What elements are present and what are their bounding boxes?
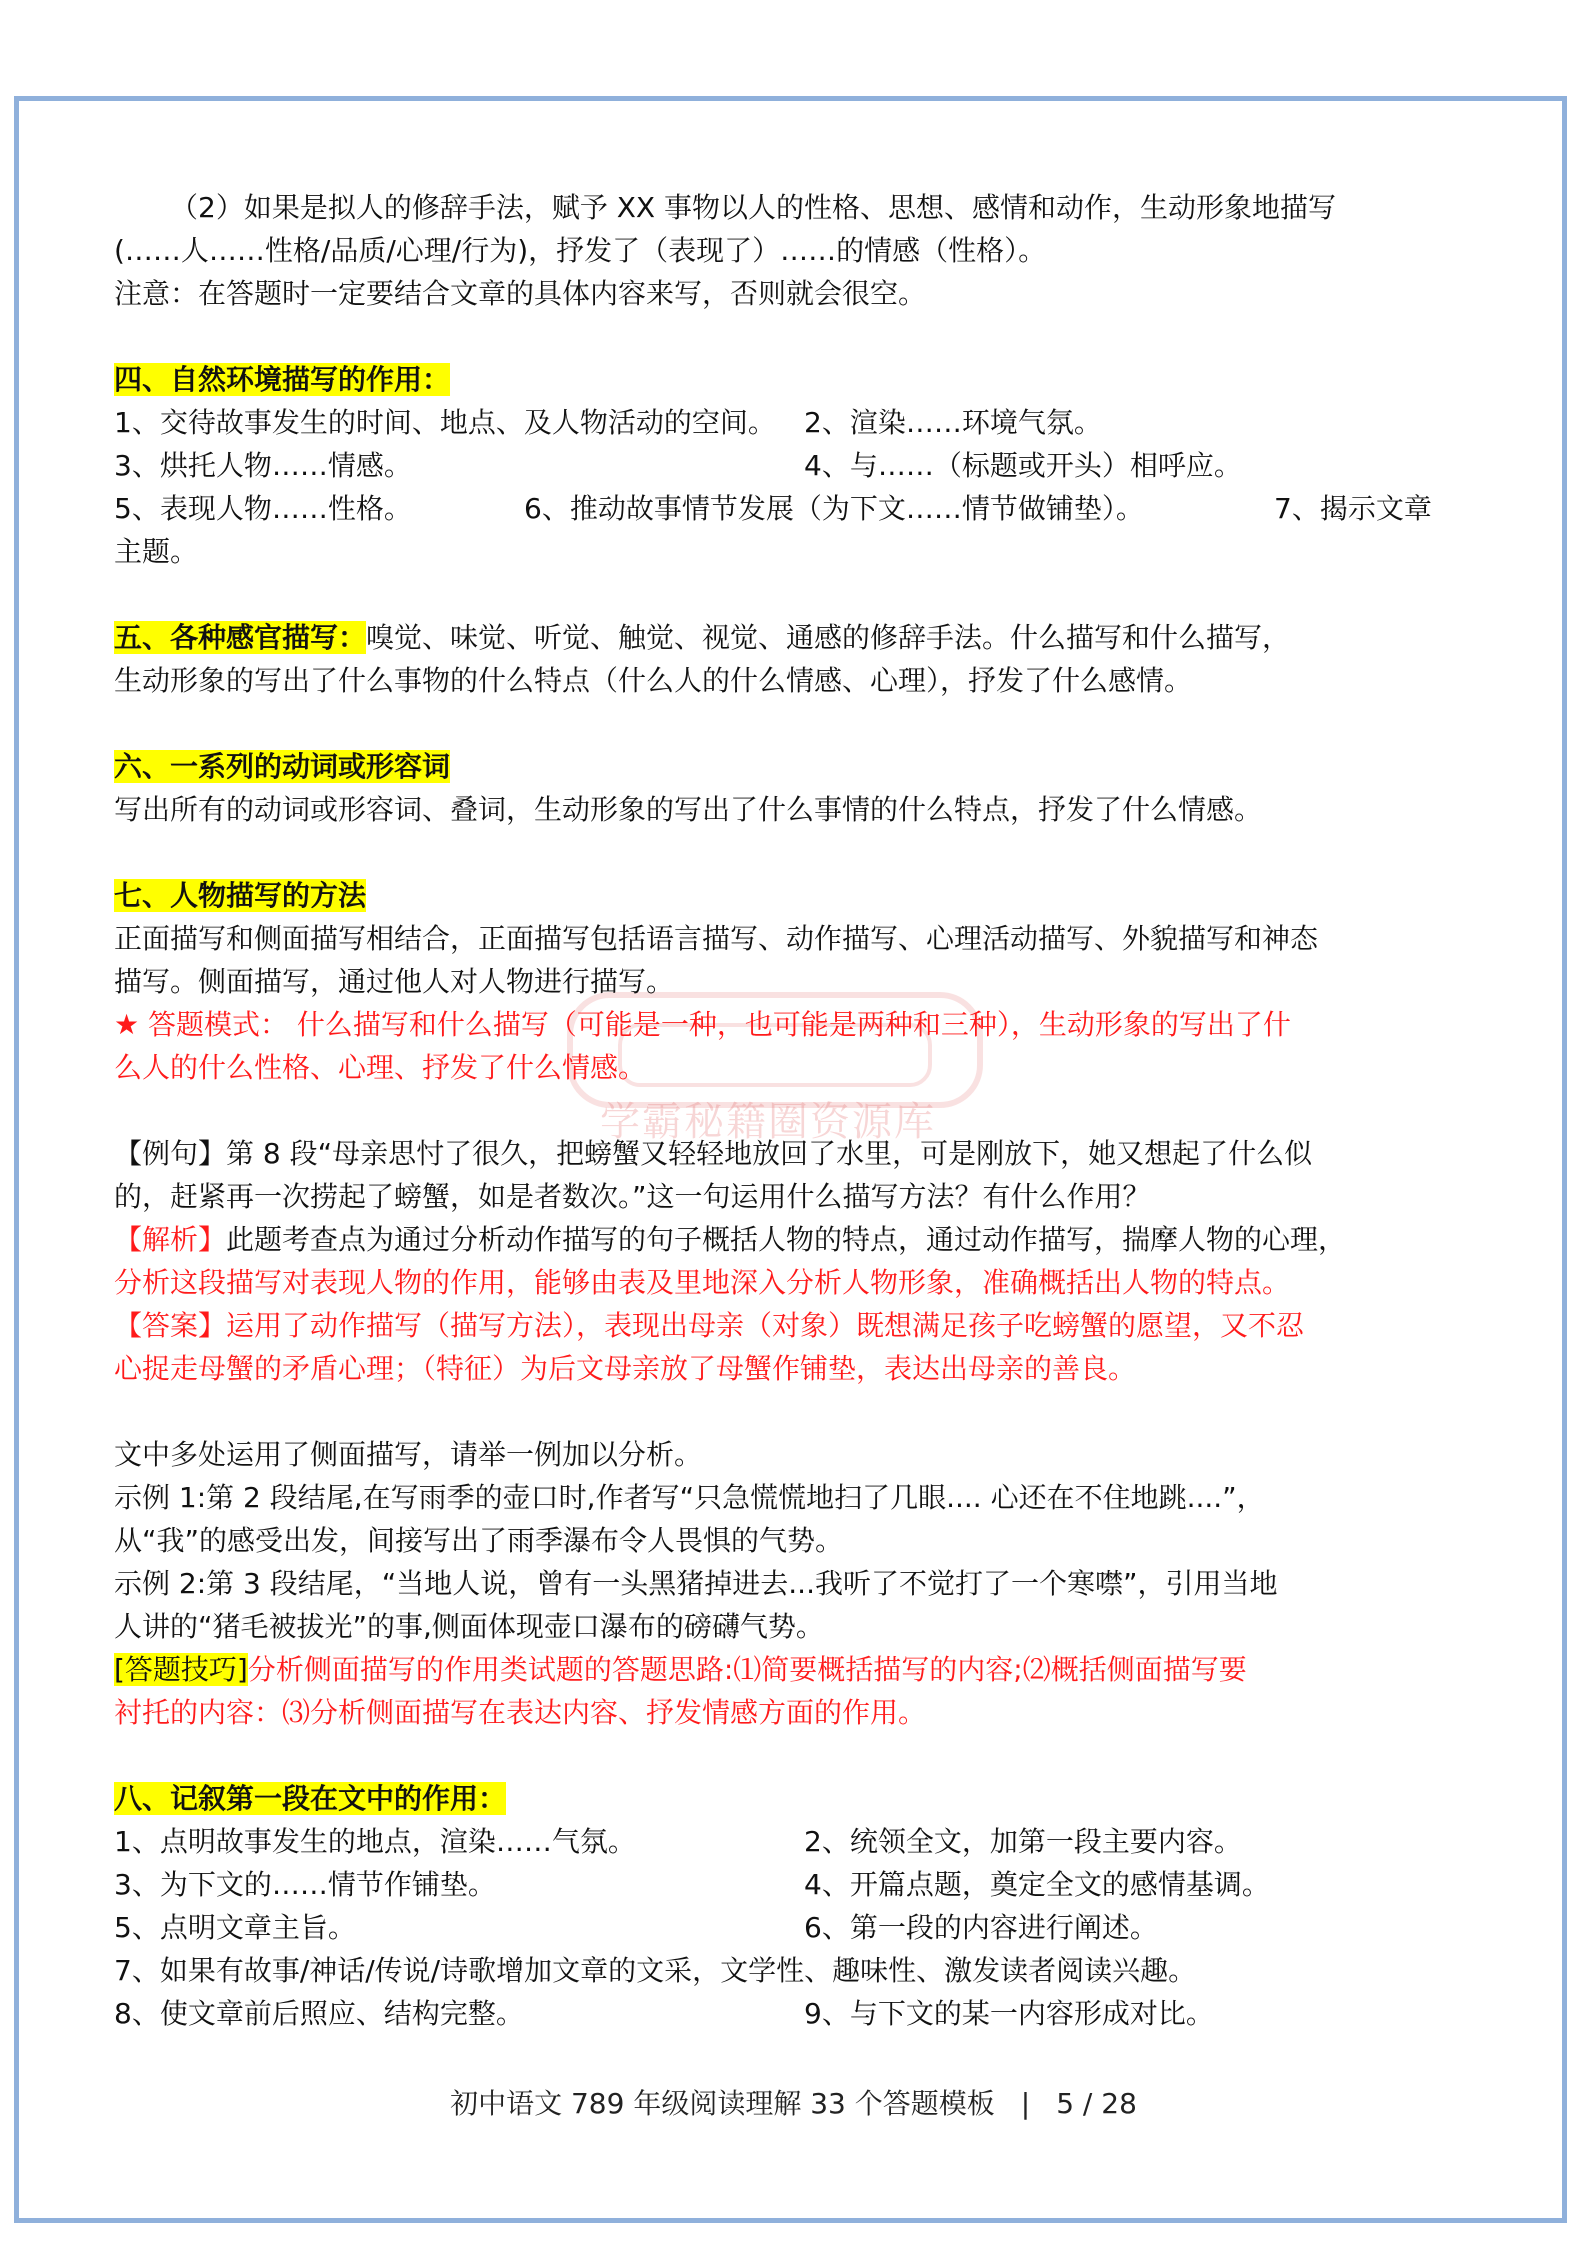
list-item: 5、点明文章主旨。: [114, 1911, 356, 1944]
section-7-p1: 正面描写和侧面描写相结合，正面描写包括语言描写、动作描写、心理活动描写、外貌描写和神态: [114, 922, 1319, 955]
section-7-heading: 七、人物描写的方法: [114, 879, 367, 912]
footer-title: 初中语文 789 年级阅读理解 33 个答题模板: [450, 2087, 995, 2120]
answer: 【答案】运用了动作描写（描写方法），表现出母亲（对象）既想满足孩子吃螃蟹的愿望，又不忍: [114, 1309, 1305, 1342]
list-item: 3、烘托人物……情感。: [114, 449, 412, 482]
intro-note: 注意：在答题时一定要结合文章的具体内容来写，否则就会很空。: [114, 277, 927, 310]
question: 文中多处运用了侧面描写，请举一例加以分析。: [114, 1438, 703, 1471]
section-5: 五、各种感官描写：嗅觉、味觉、听觉、触觉、视觉、通感的修辞手法。什么描写和什么描写，: [114, 621, 1291, 654]
section-6-text: 写出所有的动词或形容词、叠词，生动形象的写出了什么事情的什么特点，抒发了什么情感。: [114, 793, 1263, 826]
list-item: 2、渲染……环境气氛。: [804, 406, 1102, 439]
section-8-row-5: [114, 1992, 1474, 2035]
section-4-row-3: [114, 487, 1474, 530]
watermark-text: 学霸秘籍圈资源库: [600, 1099, 936, 1145]
page-footer: [0, 2082, 1587, 2122]
section-8-row-2: [114, 1863, 1474, 1906]
list-item: 1、交待故事发生的时间、地点、及人物活动的空间。: [114, 406, 776, 439]
list-item: 9、与下文的某一内容形成对比。: [804, 1997, 1214, 2030]
intro-line-2: (……人……性格/品质/心理/行为)，抒发了（表现了）……的情感（性格）。: [114, 234, 1047, 267]
list-item: 2、统领全文，加第一段主要内容。: [804, 1825, 1242, 1858]
page-number: 5 / 28: [1056, 2087, 1137, 2120]
section-8-row-1: [114, 1820, 1474, 1863]
intro-line-1: （2）如果是拟人的修辞手法，赋予 XX 事物以人的性格、思想、感情和动作，生动形象地描写: [170, 191, 1336, 224]
analysis: 【解析】此题考查点为通过分析动作描写的句子概括人物的特点，通过动作描写，揣摩人物的心理，: [114, 1223, 1347, 1256]
section-8-heading: 八、记叙第一段在文中的作用：: [114, 1782, 507, 1815]
section-4-row-1: [114, 401, 1474, 444]
section-4-row-2: [114, 444, 1474, 487]
answer-mode: ★ 答题模式： 什么描写和什么描写（可能是一种，也可能是两种和三种），生动形象的写出了什: [114, 1008, 1291, 1041]
answer-tip: [答题技巧]分析侧面描写的作用类试题的答题思路:⑴简要概括描写的内容;⑵概括侧面描写要: [114, 1653, 1247, 1686]
footer-separator: |: [1020, 2087, 1031, 2120]
example-1: 示例 1:第 2 段结尾,在写雨季的壶口时,作者写“只急慌慌地扫了几眼.... 心还在不住地跳....”，: [114, 1481, 1265, 1514]
section-8-row-3: [114, 1906, 1474, 1949]
list-item: 7、如果有故事/神话/传说/诗歌增加文章的文采，文学性、趣味性、激发读者阅读兴趣。: [114, 1954, 1197, 1987]
analysis-cont: 分析这段描写对表现人物的作用，能够由表及里地深入分析人物形象，准确概括出人物的特点。: [114, 1266, 1291, 1299]
answer-cont: 心捉走母蟹的矛盾心理；（特征）为后文母亲放了母蟹作铺垫，表达出母亲的善良。: [114, 1352, 1137, 1385]
section-6-heading: 六、一系列的动词或形容词: [114, 750, 451, 783]
section-7-p1-cont: 描写。侧面描写，通过他人对人物进行描写。: [114, 965, 675, 998]
example-2-cont: 人讲的“猪毛被拔光”的事,侧面体现壶口瀑布的磅礴气势。: [114, 1610, 824, 1643]
list-item: 1、点明故事发生的地点，渲染……气氛。: [114, 1825, 636, 1858]
list-item: 8、使文章前后照应、结构完整。: [114, 1997, 524, 2030]
example-sentence: 【例句】第 8 段“母亲思忖了很久，把螃蟹又轻轻地放回了水里，可是刚放下，她又想起了什么似: [114, 1137, 1313, 1170]
document-body: [114, 186, 1474, 2035]
list-item: 5、表现人物……性格。: [114, 492, 412, 525]
list-item: 6、第一段的内容进行阐述。: [804, 1911, 1158, 1944]
example-2: 示例 2:第 3 段结尾，“当地人说，曾有一头黑猪掉进去...我听了不觉打了一个寒噤”，引用当地: [114, 1567, 1278, 1600]
list-item: 6、推动故事情节发展（为下文……情节做铺垫）。: [524, 492, 1144, 525]
list-item: 3、为下文的……情节作铺垫。: [114, 1868, 496, 1901]
list-item: 7、揭示文章: [1274, 492, 1432, 525]
example-1-cont: 从“我”的感受出发，间接写出了雨季瀑布令人畏惧的气势。: [114, 1524, 844, 1557]
list-item-cont: 主题。: [114, 535, 199, 568]
list-item: 4、开篇点题，奠定全文的感情基调。: [804, 1868, 1270, 1901]
section-4-heading: 四、自然环境描写的作用：: [114, 363, 451, 396]
list-item: 4、与……（标题或开头）相呼应。: [804, 449, 1242, 482]
answer-mode-cont: 么人的什么性格、心理、抒发了什么情感。: [114, 1051, 647, 1084]
section-5-line-2: 生动形象的写出了什么事物的什么特点（什么人的什么情感、心理），抒发了什么感情。: [114, 664, 1193, 697]
answer-tip-cont: 衬托的内容：⑶分析侧面描写在表达内容、抒发情感方面的作用。: [114, 1696, 927, 1729]
example-sentence-cont: 的，赶紧再一次捞起了螃蟹，如是者数次。”这一句运用什么描写方法？有什么作用？: [114, 1180, 1151, 1213]
